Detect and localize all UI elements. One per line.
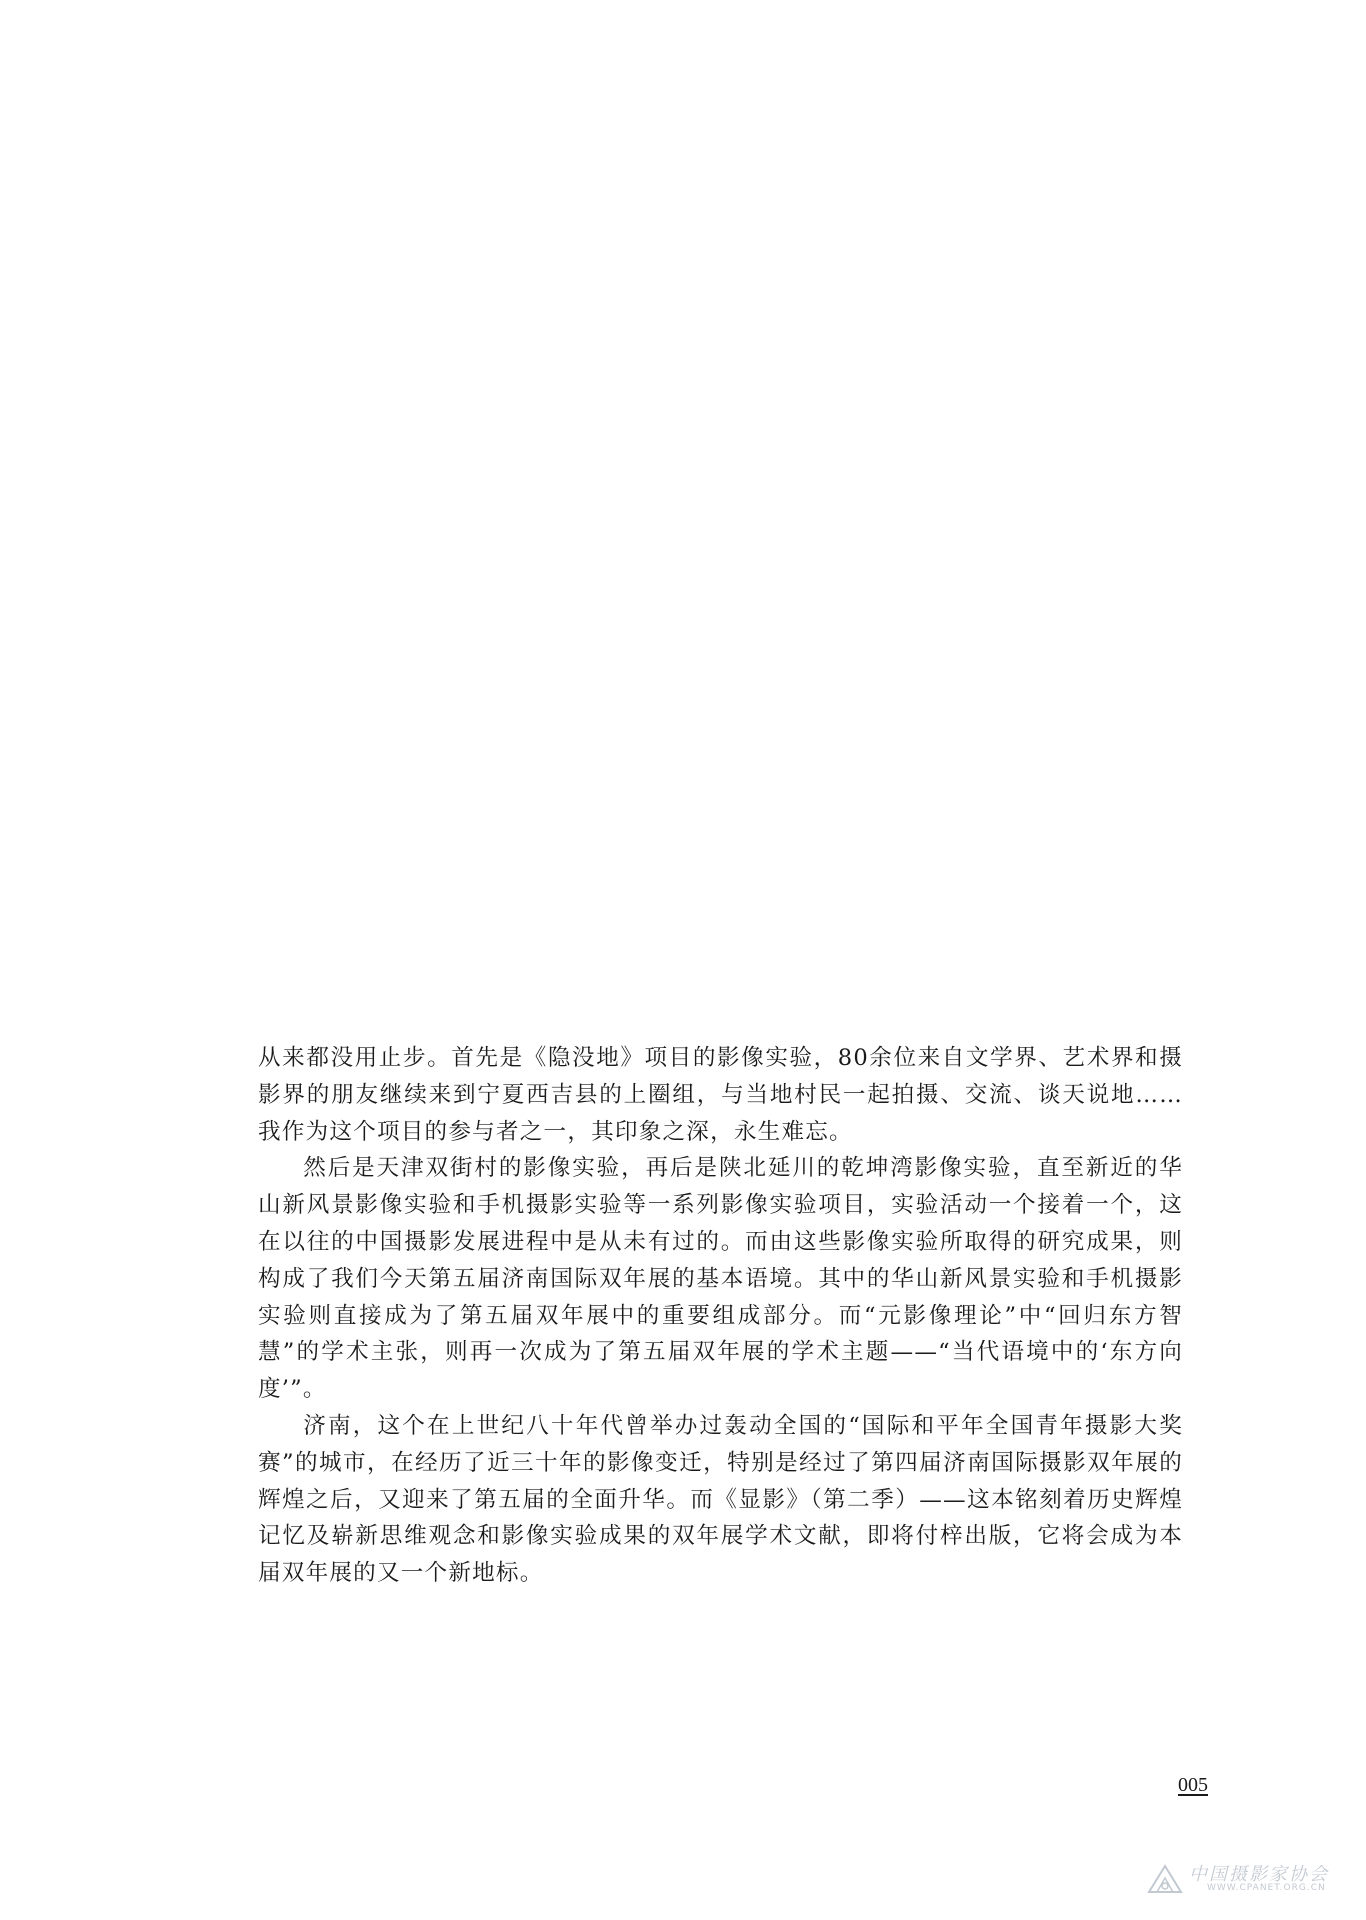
body-text (258, 1040, 1183, 1592)
paragraph-2: 然后是天津双街村的影像实验，再后是陕北延川的乾坤湾影像实验，直至新近的华山新风景影像实验和手机摄影实验等一系列影像实验项目，实验活动一个接着一个，这在以往的中国摄影发展进程中是从未有过的。而由这些影像实验所取得的研究成果，则构成了我们今天第五届济南国际双年展的基本语境。其中的华山新风景实验和手机摄影实验则直接成为了第五届双年展中的重要组成部分。而“元影像理论”中“回归东方智慧”的学术主张，则再一次成为了第五届双年展的学术主题——“当代语境中的‘东方向度’”。 (258, 1155, 1183, 1403)
watermark-name: 中国摄影家协会 (1189, 1864, 1329, 1885)
paragraph-1: 从来都没用止步。首先是《隐没地》项目的影像实验，80余位来自文学界、艺术界和摄影界的朋友继续来到宁夏西吉县的上圈组，与当地村民一起拍摄、交流、谈天说地……我作为这个项目的参与者之一，其印象之深，永生难忘。 (258, 1045, 1183, 1145)
page-number: 005 (1178, 1774, 1208, 1796)
watermark-url: WWW.CPANET.ORG.CN (1207, 1883, 1326, 1893)
paragraph-3: 济南，这个在上世纪八十年代曾举办过轰动全国的“国际和平年全国青年摄影大奖赛”的城市，在经历了近三十年的影像变迁，特别是经过了第四届济南国际摄影双年展的辉煌之后，又迎来了第五届的全面升华。而《显影》（第二季）——这本铭刻着历史辉煌记忆及崭新思维观念和影像实验成果的双年展学术文献，即将付梓出版，它将会成为本届双年展的又一个新地标。 (258, 1412, 1183, 1587)
watermark (1147, 1860, 1352, 1898)
association-logo-icon (1147, 1862, 1183, 1896)
